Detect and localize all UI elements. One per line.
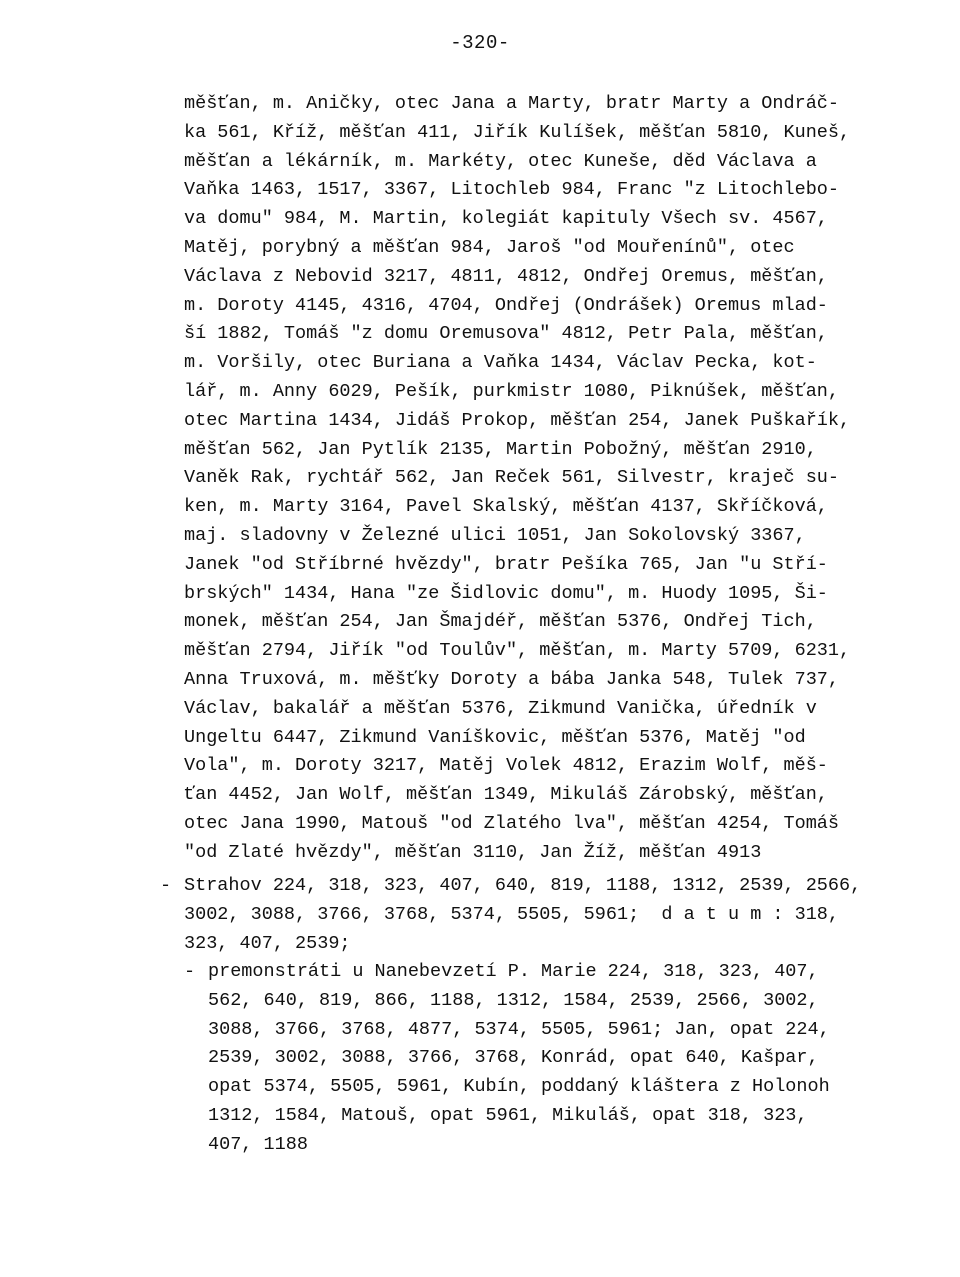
text-line: 3088, 3766, 3768, 4877, 5374, 5505, 5961; Jan, opat 224, (208, 1018, 830, 1040)
text-line: ka 561, Kříž, měšťan 411, Jiřík Kulíšek, měšťan 5810, Kuneš, (184, 121, 851, 143)
index-entries-main (184, 90, 924, 868)
page-number: -320- (450, 32, 510, 54)
entry-premonstrati-text (208, 958, 830, 1160)
text-line: va domu" 984, M. Martin, kolegiát kapituly Všech sv. 4567, (184, 208, 828, 230)
text-line: m. Voršily, otec Buriana a Vaňka 1434, Václav Pecka, kot- (184, 352, 817, 374)
text-line: Janek "od Stříbrné hvězdy", bratr Pešíka 765, Jan "u Stří- (184, 553, 828, 575)
text-line: opat 5374, 5505, 5961, Kubín, poddaný kláštera z Holonoh (208, 1076, 830, 1098)
text-line: lář, m. Anny 6029, Pešík, purkmistr 1080, Piknúšek, měšťan, (184, 380, 840, 402)
text-line: ší 1882, Tomáš "z domu Oremusova" 4812, Petr Pala, měšťan, (184, 323, 828, 345)
text-line: Vaňka 1463, 1517, 3367, Litochleb 984, Franc "z Litochlebo- (184, 179, 840, 201)
text-line: monek, měšťan 254, Jan Šmajdéř, měšťan 5376, Ondřej Tich, (184, 611, 817, 633)
text-line: 1312, 1584, Matouš, opat 5961, Mikuláš, opat 318, 323, (208, 1104, 808, 1126)
text-line: ťan 4452, Jan Wolf, měšťan 1349, Mikuláš Zárobský, měšťan, (184, 784, 828, 806)
text-line: Václava z Nebovid 3217, 4811, 4812, Ondřej Oremus, měšťan, (184, 265, 828, 287)
text-line: otec Martina 1434, Jidáš Prokop, měšťan 254, Janek Puškařík, (184, 409, 851, 431)
text-line: 323, 407, 2539; (184, 932, 351, 954)
text-line: m. Doroty 4145, 4316, 4704, Ondřej (Ondrášek) Oremus mlad- (184, 294, 828, 316)
text-line: Václav, bakalář a měšťan 5376, Zikmund Vanička, úředník v (184, 697, 817, 719)
text-line: brských" 1434, Hana "ze Šidlovic domu", m. Huody 1095, Ši- (184, 582, 828, 604)
text-line: 2539, 3002, 3088, 3766, 3768, Konrád, opat 640, Kašpar, (208, 1047, 819, 1069)
text-line: Matěj, porybný a měšťan 984, Jaroš "od Mouřenínů", otec (184, 236, 795, 258)
text-line: otec Jana 1990, Matouš "od Zlatého lva", měšťan 4254, Tomáš (184, 812, 840, 834)
text-line: Anna Truxová, m. měšťky Doroty a bába Janka 548, Tulek 737, (184, 668, 840, 690)
subentry-dash: - (184, 961, 196, 982)
text-line: měšťan a lékárník, m. Markéty, otec Kuneše, děd Václava a (184, 150, 817, 172)
text-line: měšťan 2794, Jiřík "od Toulův", měšťan, m. Marty 5709, 6231, (184, 640, 851, 662)
entry-strahov-text (184, 872, 861, 958)
text-line: 562, 640, 819, 866, 1188, 1312, 1584, 2539, 2566, 3002, (208, 989, 819, 1011)
text-line: "od Zlaté hvězdy", měšťan 3110, Jan Žíž, měšťan 4913 (184, 841, 762, 863)
text-line: Vola", m. Doroty 3217, Matěj Volek 4812, Erazim Wolf, měš- (184, 755, 828, 777)
text-line: měšťan, m. Aničky, otec Jana a Marty, bratr Marty a Ondráč- (184, 93, 840, 114)
text-line: 407, 1188 (208, 1133, 308, 1155)
text-line: maj. sladovny v Železné ulici 1051, Jan Sokolovský 3367, (184, 524, 806, 546)
text-line: Strahov 224, 318, 323, 407, 640, 819, 1188, 1312, 2539, 2566, (184, 875, 862, 896)
text-line: ken, m. Marty 3164, Pavel Skalský, měšťan 4137, Skříčková, (184, 496, 828, 518)
text-line: Vaněk Rak, rychtář 562, Jan Reček 561, Silvestr, kraječ su- (184, 467, 840, 489)
text-line: měšťan 562, Jan Pytlík 2135, Martin Pobožný, měšťan 2910, (184, 438, 817, 460)
entry-dash: - (160, 875, 172, 896)
text-line: 3002, 3088, 3766, 3768, 5374, 5505, 5961; d a t u m : 318, (184, 903, 840, 925)
text-line: premonstráti u Nanebevzetí P. Marie 224, 318, 323, 407, (208, 961, 819, 982)
text-line: Ungeltu 6447, Zikmund Vaníškovic, měšťan 5376, Matěj "od (184, 726, 806, 748)
